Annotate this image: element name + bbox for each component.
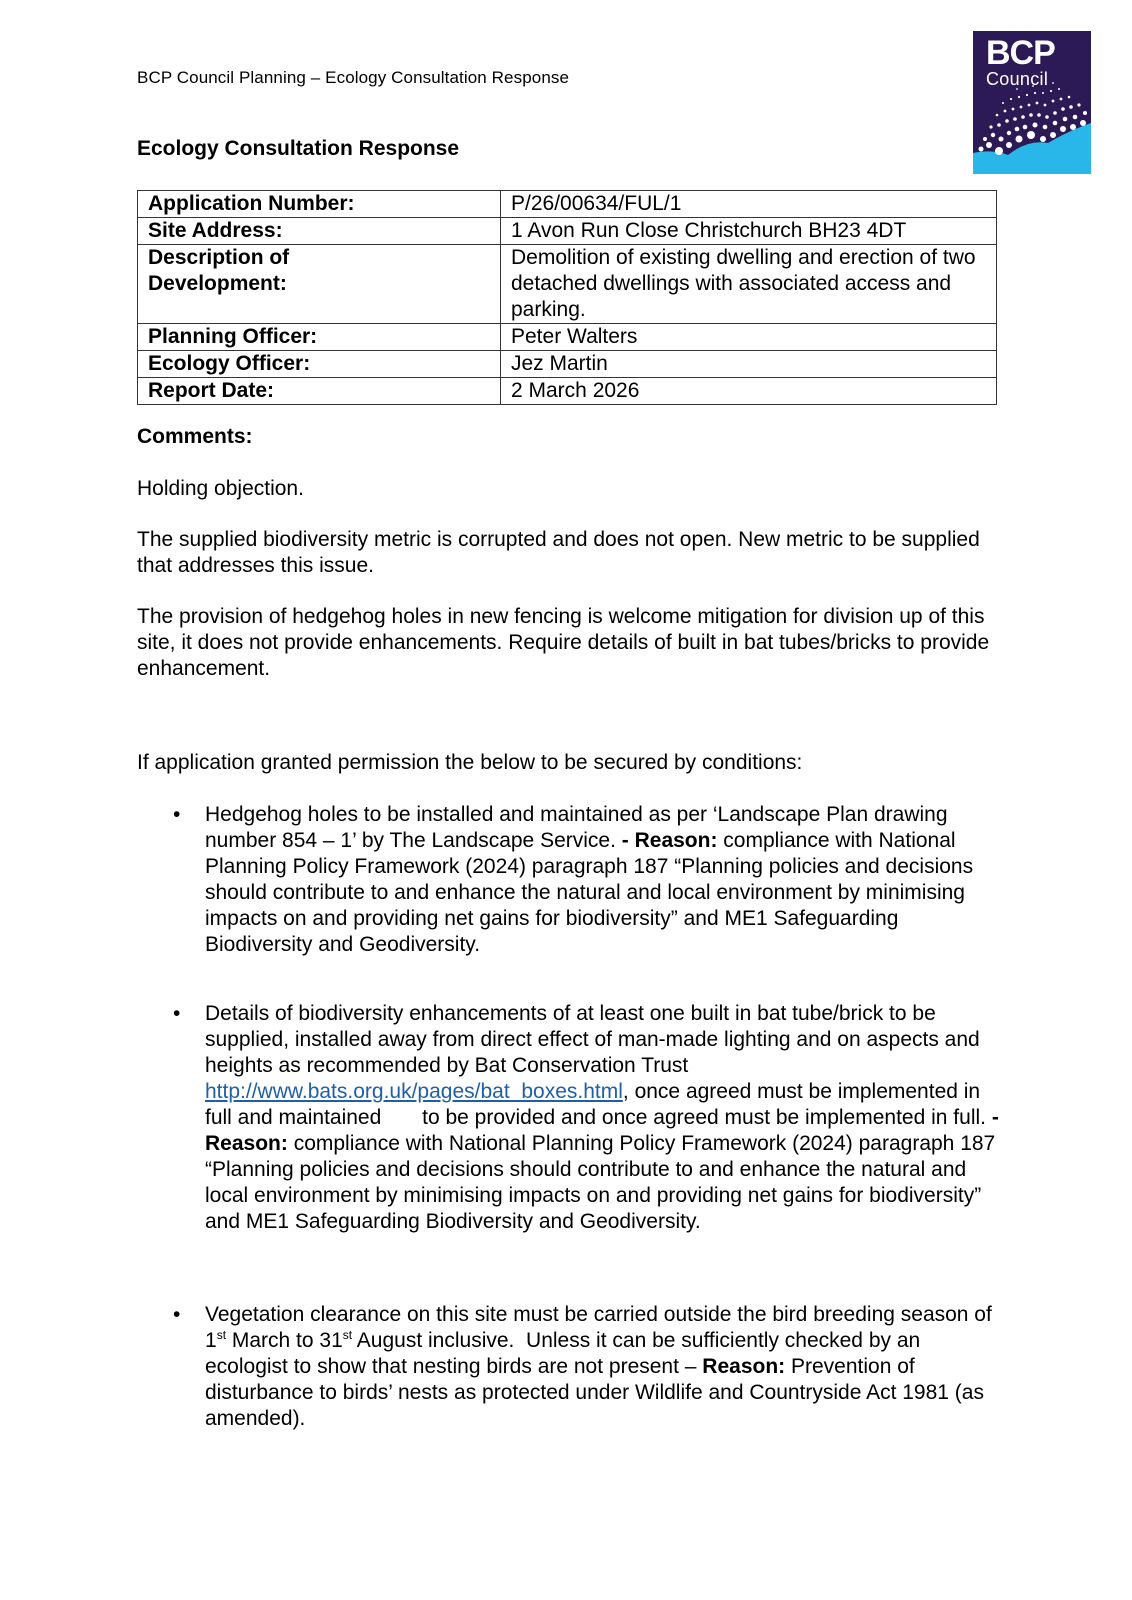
row-value: Jez Martin [501,351,997,378]
row-label: Description of Development: [138,245,501,324]
condition-text-part: August inclusive. Unless it can be sufficiently checked by an ecologist to show that nesting birds are not present – [205,1329,927,1378]
reason-label: - Reason: [205,1106,999,1155]
condition-text-part: , once agreed must be implemented in full and maintained to be provided and once agreed must be implemented in full. [205,1080,992,1129]
condition-text [205,1001,1001,1235]
condition-text [205,1302,1001,1432]
comment-paragraph: The provision of hedgehog holes in new fencing is welcome mitigation for division up of this site, it does not provide enhancements. Require details of built in bat tubes/bricks to provide enhancement. [137,605,990,680]
bullet-icon: • [173,1303,181,1326]
row-label: Ecology Officer: [138,351,501,378]
table-row [138,191,997,218]
logo-council-text: Council [986,69,1049,89]
reason-label: - Reason: [621,829,718,852]
running-header: BCP Council Planning – Ecology Consultation Response [137,68,570,87]
application-details-table [137,190,997,405]
row-value: 2 March 2026 [501,378,997,405]
row-label: Report Date: [138,378,501,405]
bcp-council-logo [973,31,1091,174]
bullet-icon: • [173,803,181,826]
document-title: Ecology Consultation Response [137,137,460,160]
row-label: Planning Officer: [138,324,501,351]
reason-label: Reason: [702,1355,786,1378]
comment-paragraph: Holding objection. [137,477,304,500]
condition-text-part: compliance with National Planning Policy Framework (2024) paragraph 187 “Planning policies and decisions should contribute to and enhance the natural and local environment by minimising impacts on and providing net gains for biodiversity” and ME1 Safeguarding Biodiversity and Geodiversity. [205,1132,996,1233]
bat-boxes-link[interactable]: http://www.bats.org.uk/pages/bat_boxes.html [205,1080,623,1103]
condition-text-part: Details of biodiversity enhancements of at least one built in bat tube/brick to be supplied, installed away from direct effect of man-made lighting and on aspects and heights as recommended by Bat Conservation Trust [205,1002,980,1077]
table-row [138,351,997,378]
condition-text-part: compliance with National Planning Policy Framework (2024) paragraph 187 “Planning policies and decisions should contribute to and enhance the natural and local environment by minimising impacts on and providing net gains for biodiversity” and ME1 Safeguarding Biodiversity and Geodiversity. [205,829,974,956]
table-row [138,378,997,405]
row-label: Application Number: [138,191,501,218]
condition-text-part: Vegetation clearance on this site must be carried outside the bird breeding season of 1 [205,1303,992,1352]
conditions-intro: If application granted permission the below to be secured by conditions: [137,751,803,774]
table-row [138,218,997,245]
row-value: P/26/00634/FUL/1 [501,191,997,218]
row-label: Site Address: [138,218,501,245]
comment-paragraph: The supplied biodiversity metric is corrupted and does not open. New metric to be supplied that addresses this issue. [137,528,980,577]
condition-text-part: Prevention of disturbance to birds’ nests as protected under Wildlife and Countryside Act 1981 (as amended). [205,1355,984,1430]
condition-text-part: March to 31 [226,1329,343,1352]
condition-text [205,802,1001,958]
condition-text-part: Hedgehog holes to be installed and maintained as per ‘Landscape Plan drawing number 854 – 1’ by The Landscape Service. [205,803,948,852]
logo-bcp-text: BCP [986,34,1055,72]
comments-heading: Comments: [137,425,253,448]
ordinal-suffix: st [342,1328,353,1342]
row-value: 1 Avon Run Close Christchurch BH23 4DT [501,218,997,245]
ordinal-suffix: st [216,1328,227,1342]
table-row [138,245,997,324]
row-value: Peter Walters [501,324,997,351]
bullet-icon: • [173,1002,181,1025]
row-value: Demolition of existing dwelling and erection of two detached dwellings with associated access and parking. [501,245,997,324]
table-row [138,324,997,351]
